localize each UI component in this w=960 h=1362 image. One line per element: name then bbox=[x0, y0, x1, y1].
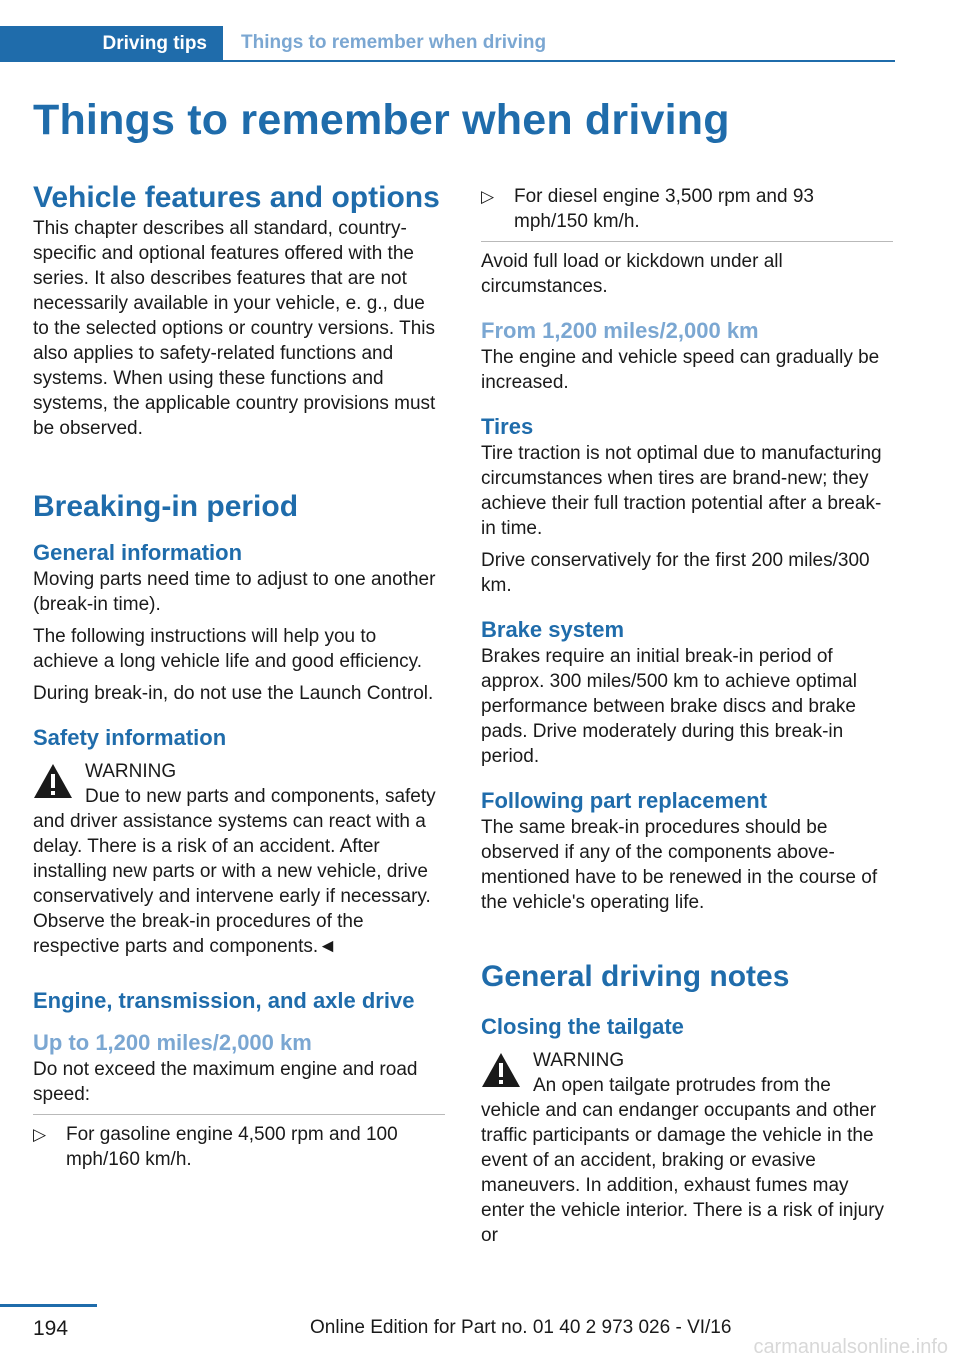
warning-triangle-icon bbox=[33, 763, 73, 799]
tires-p1: Tire traction is not optimal due to manufacturing circumstances when tires are brand-new; they achieve their full traction potential after a break-in time. bbox=[481, 443, 882, 539]
warning-text: Due to new parts and components, safety and driver assistance systems can react with a delay. There is a risk of an accident. After installing new parts or with a new vehicle, drive conservatively and intervene early if necessary. Observe the break-in procedures of the respective parts and components.◄ bbox=[33, 786, 436, 957]
avoid-text: Avoid full load or kickdown under all circumstances. bbox=[481, 251, 783, 297]
list-item-text: For gasoline engine 4,500 rpm and 100 mph/160 km/h. bbox=[66, 1124, 398, 1170]
up-to-text: Do not exceed the maximum engine and road speed: bbox=[33, 1059, 418, 1105]
heading-safety-information: Safety information bbox=[33, 725, 227, 750]
list-item bbox=[481, 184, 893, 234]
left-column bbox=[33, 180, 445, 1172]
online-edition-text: Online Edition for Part no. 01 40 2 973 026 - VI/16 bbox=[310, 1317, 732, 1338]
footer-rule bbox=[0, 1304, 97, 1307]
heading-part-replacement: Following part replacement bbox=[481, 788, 768, 813]
heading-from: From 1,200 miles/2,000 km bbox=[481, 318, 759, 343]
heading-vehicle-features: Vehicle features and options bbox=[33, 181, 440, 214]
tires-p2: Drive conservatively for the first 200 miles/300 km. bbox=[481, 550, 870, 596]
header-bar bbox=[0, 26, 895, 62]
general-info-p3: During break-in, do not use the Launch Control. bbox=[33, 683, 434, 704]
heading-up-to: Up to 1,200 miles/2,000 km bbox=[33, 1030, 312, 1055]
triangle-bullet-icon: ▷ bbox=[33, 1125, 47, 1144]
watermark: carmanualsonline.info bbox=[753, 1336, 948, 1358]
part-replacement-text: The same break-in procedures should be observed if any of the components above-mentioned have to be renewed in the course of the vehicle's operating life. bbox=[481, 817, 878, 913]
page-number: 194 bbox=[33, 1317, 69, 1340]
heading-general-information: General information bbox=[33, 540, 243, 565]
vehicle-features-text: This chapter describes all standard, country-specific and optional features offered with the series. It also describes features that are not necessarily available in your vehicle, e. g., due to the selected options or country versions. This also applies to safety-related functions and systems. When using these functions and systems, the applicable country provisions must be observed. bbox=[33, 218, 436, 439]
warning-label: WARNING bbox=[85, 761, 177, 782]
heading-engine-transmission: Engine, transmission, and axle drive bbox=[33, 988, 415, 1013]
heading-closing-tailgate: Closing the tailgate bbox=[481, 1014, 684, 1039]
warning-text: An open tailgate protrudes from the vehicle and can endanger occupants and other traffic participants or damage the vehicle in the event of an accident, braking or evasive maneuvers. In addition, exhaust fumes may enter the vehicle interior. There is a risk of injury or bbox=[481, 1075, 885, 1246]
brake-text: Brakes require an initial break-in period of approx. 300 miles/500 km to achieve optimal performance between brake discs and brake pads. Drive moderately during this break-in period. bbox=[481, 646, 857, 767]
list-divider bbox=[33, 1114, 445, 1115]
general-info-p2: The following instructions will help you to achieve a long vehicle life and good efficiency. bbox=[33, 626, 423, 672]
from-text: The engine and vehicle speed can gradually be increased. bbox=[481, 347, 880, 393]
heading-tires: Tires bbox=[481, 414, 534, 439]
list-divider bbox=[481, 241, 893, 242]
page-title: Things to remember when driving bbox=[33, 96, 730, 144]
list-item-text: For diesel engine 3,500 rpm and 93 mph/150 km/h. bbox=[514, 186, 814, 232]
warning-triangle-icon bbox=[481, 1052, 521, 1088]
triangle-bullet-icon: ▷ bbox=[481, 187, 495, 206]
warning-box bbox=[33, 759, 445, 809]
warning-box bbox=[481, 1048, 893, 1098]
breadcrumb-subsection[interactable]: Things to remember when driving bbox=[223, 26, 895, 62]
heading-brake-system: Brake system bbox=[481, 617, 625, 642]
right-column bbox=[481, 188, 893, 1248]
general-info-p1: Moving parts need time to adjust to one another (break-in time). bbox=[33, 569, 436, 615]
heading-general-driving-notes: General driving notes bbox=[481, 960, 790, 993]
list-item bbox=[33, 1122, 445, 1172]
warning-label: WARNING bbox=[533, 1050, 625, 1071]
breadcrumb-section[interactable]: Driving tips bbox=[0, 26, 223, 62]
heading-breaking-in: Breaking-in period bbox=[33, 490, 299, 523]
